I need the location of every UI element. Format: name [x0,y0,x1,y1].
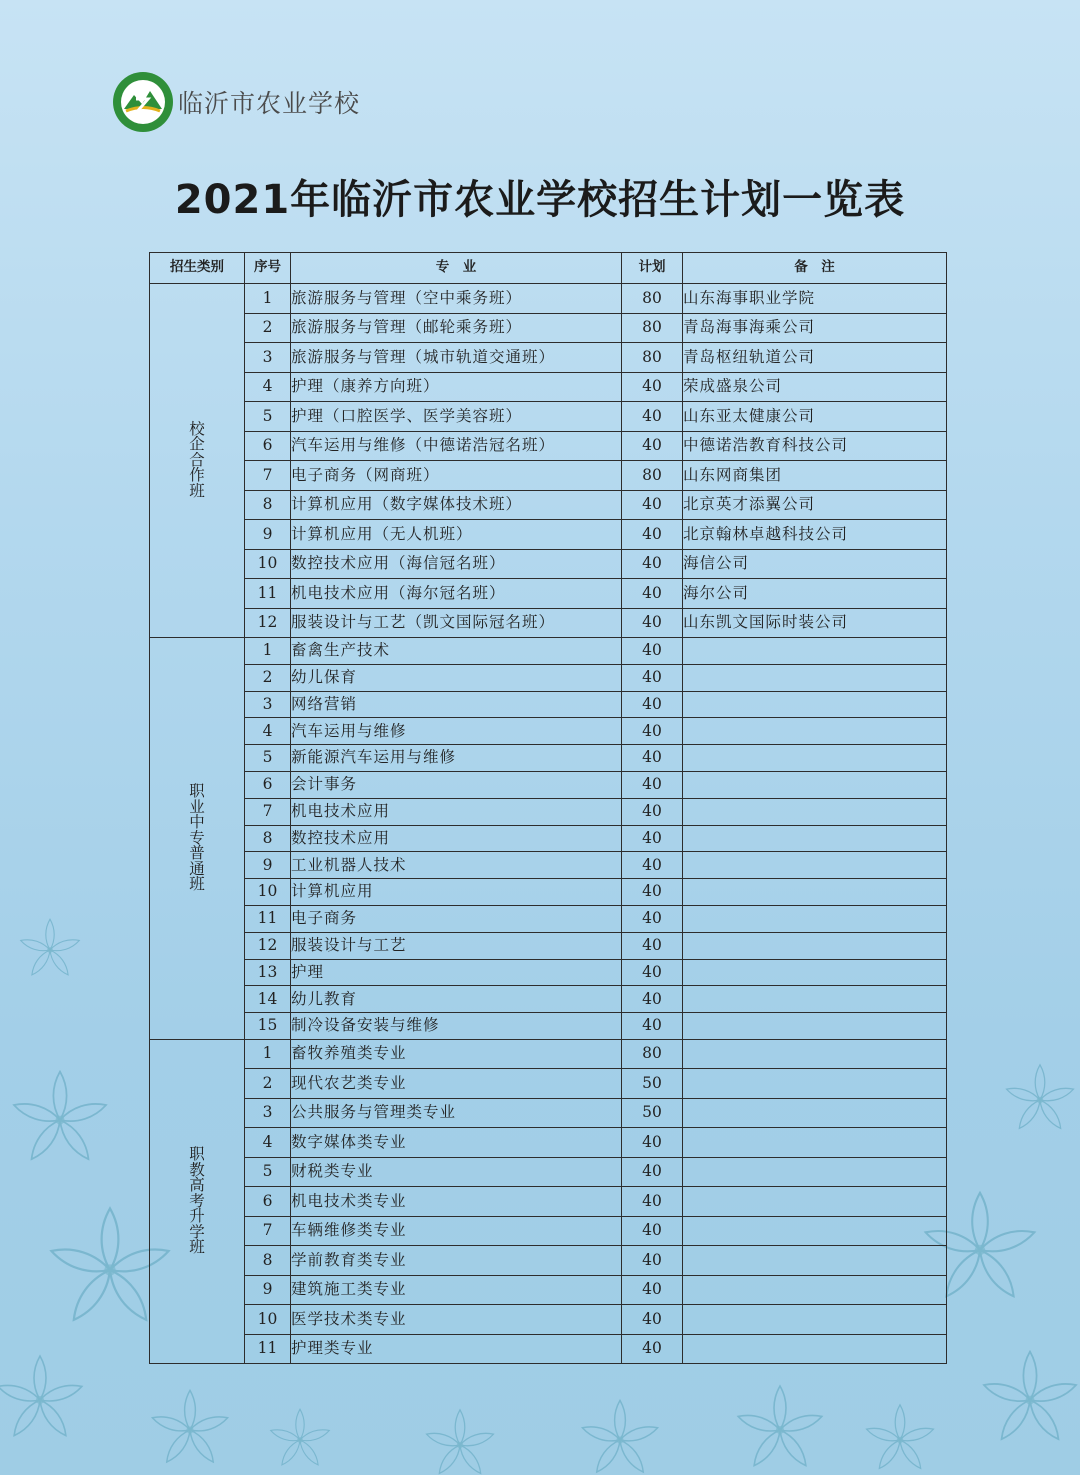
note-cell [683,638,947,665]
school-emblem-icon [112,71,174,133]
plan-cell: 40 [622,579,683,609]
major-cell: 护理类专业 [291,1334,622,1364]
seq-cell: 6 [245,771,291,798]
table-row [150,959,947,986]
table-row [150,1216,947,1246]
table-row [150,1275,947,1305]
seq-cell: 2 [245,664,291,691]
header-major: 专 业 [291,253,622,284]
major-cell: 车辆维修类专业 [291,1216,622,1246]
major-cell: 旅游服务与管理（邮轮乘务班） [291,313,622,343]
table-row [150,1246,947,1276]
table-row [150,608,947,638]
plan-cell: 80 [622,343,683,373]
seq-cell: 11 [245,905,291,932]
table-row [150,638,947,665]
major-cell: 汽车运用与维修（中德诺浩冠名班） [291,431,622,461]
header-note: 备 注 [683,253,947,284]
plan-cell: 40 [622,664,683,691]
plan-cell: 40 [622,986,683,1013]
note-cell [683,986,947,1013]
major-cell: 护理（康养方向班） [291,372,622,402]
seq-cell: 3 [245,691,291,718]
major-cell: 会计事务 [291,771,622,798]
note-cell: 山东亚太健康公司 [683,402,947,432]
seq-cell: 6 [245,431,291,461]
school-header [112,70,360,134]
plan-cell: 50 [622,1069,683,1099]
table-row [150,490,947,520]
plan-cell: 40 [622,932,683,959]
seq-cell: 10 [245,549,291,579]
seq-cell: 7 [245,1216,291,1246]
seq-cell: 5 [245,745,291,772]
seq-cell: 5 [245,1157,291,1187]
major-cell: 电子商务（网商班） [291,461,622,491]
table-row [150,1128,947,1158]
note-cell: 山东海事职业学院 [683,284,947,314]
plan-cell: 40 [622,691,683,718]
seq-cell: 6 [245,1187,291,1217]
note-cell [683,1187,947,1217]
table-row [150,1039,947,1069]
seq-cell: 12 [245,932,291,959]
seq-cell: 12 [245,608,291,638]
table-row [150,1305,947,1335]
plan-cell: 80 [622,1039,683,1069]
plan-cell: 40 [622,718,683,745]
major-cell: 现代农艺类专业 [291,1069,622,1099]
category-label: 校企合作班 [189,419,205,500]
note-cell [683,771,947,798]
table-row [150,313,947,343]
note-cell [683,905,947,932]
note-cell [683,825,947,852]
major-cell: 畜禽生产技术 [291,638,622,665]
table-row [150,905,947,932]
category-label: 职业中专普通班 [189,782,205,894]
major-cell: 数控技术应用 [291,825,622,852]
plan-cell: 40 [622,431,683,461]
table-body [150,284,947,1364]
table-row [150,343,947,373]
seq-cell: 8 [245,825,291,852]
table-row [150,1013,947,1040]
table-row [150,825,947,852]
school-name: 临沂市农业学校 [178,89,361,118]
seq-cell: 10 [245,1305,291,1335]
note-cell [683,1098,947,1128]
header-plan: 计划 [622,253,683,284]
table-row [150,1098,947,1128]
table-row [150,1187,947,1217]
plan-cell: 40 [622,372,683,402]
note-cell [683,879,947,906]
plan-cell: 40 [622,1187,683,1217]
seq-cell: 8 [245,1246,291,1276]
major-cell: 医学技术类专业 [291,1305,622,1335]
major-cell: 畜牧养殖类专业 [291,1039,622,1069]
major-cell: 计算机应用（数字媒体技术班） [291,490,622,520]
note-cell [683,1069,947,1099]
note-cell [683,745,947,772]
plan-cell: 80 [622,284,683,314]
seq-cell: 5 [245,402,291,432]
table-row [150,402,947,432]
major-cell: 机电技术应用（海尔冠名班） [291,579,622,609]
table-row [150,579,947,609]
note-cell [683,798,947,825]
seq-cell: 2 [245,1069,291,1099]
major-cell: 服装设计与工艺 [291,932,622,959]
plan-cell: 40 [622,745,683,772]
plan-cell: 40 [622,549,683,579]
note-cell [683,1334,947,1364]
seq-cell: 11 [245,579,291,609]
seq-cell: 11 [245,1334,291,1364]
seq-cell: 15 [245,1013,291,1040]
note-cell [683,1157,947,1187]
major-cell: 护理（口腔医学、医学美容班） [291,402,622,432]
table-row [150,461,947,491]
plan-cell: 40 [622,905,683,932]
seq-cell: 4 [245,372,291,402]
table-row [150,986,947,1013]
major-cell: 公共服务与管理类专业 [291,1098,622,1128]
note-cell [683,1128,947,1158]
note-cell [683,1305,947,1335]
enrollment-plan-table [149,252,947,1364]
plan-cell: 40 [622,1305,683,1335]
seq-cell: 1 [245,638,291,665]
plan-cell: 40 [622,608,683,638]
plan-cell: 40 [622,1246,683,1276]
plan-cell: 40 [622,402,683,432]
page-title: 2021年临沂市农业学校招生计划一览表 [174,177,906,223]
seq-cell: 7 [245,461,291,491]
table-row [150,852,947,879]
plan-cell: 40 [622,490,683,520]
major-cell: 数控技术应用（海信冠名班） [291,549,622,579]
note-cell: 海信公司 [683,549,947,579]
seq-cell: 8 [245,490,291,520]
major-cell: 计算机应用（无人机班） [291,520,622,550]
table-row [150,284,947,314]
note-cell: 北京翰林卓越科技公司 [683,520,947,550]
table-row [150,372,947,402]
table-row [150,798,947,825]
seq-cell: 13 [245,959,291,986]
note-cell: 青岛枢纽轨道公司 [683,343,947,373]
category-cell [150,284,245,638]
note-cell: 青岛海事海乘公司 [683,313,947,343]
major-cell: 护理 [291,959,622,986]
plan-cell: 40 [622,1157,683,1187]
major-cell: 工业机器人技术 [291,852,622,879]
major-cell: 财税类专业 [291,1157,622,1187]
plan-cell: 80 [622,461,683,491]
plan-cell: 40 [622,852,683,879]
plan-cell: 80 [622,313,683,343]
note-cell [683,1246,947,1276]
note-cell [683,959,947,986]
note-cell [683,1039,947,1069]
category-cell [150,1039,245,1364]
note-cell [683,1013,947,1040]
major-cell: 新能源汽车运用与维修 [291,745,622,772]
major-cell: 幼儿保育 [291,664,622,691]
note-cell: 山东凯文国际时装公司 [683,608,947,638]
note-cell [683,1275,947,1305]
major-cell: 学前教育类专业 [291,1246,622,1276]
major-cell: 数字媒体类专业 [291,1128,622,1158]
major-cell: 制冷设备安装与维修 [291,1013,622,1040]
plan-cell: 40 [622,520,683,550]
plan-cell: 40 [622,825,683,852]
major-cell: 幼儿教育 [291,986,622,1013]
major-cell: 建筑施工类专业 [291,1275,622,1305]
note-cell: 山东网商集团 [683,461,947,491]
major-cell: 汽车运用与维修 [291,718,622,745]
plan-cell: 50 [622,1098,683,1128]
note-cell: 中德诺浩教育科技公司 [683,431,947,461]
seq-cell: 7 [245,798,291,825]
note-cell [683,1216,947,1246]
plan-cell: 40 [622,1216,683,1246]
note-cell [683,691,947,718]
seq-cell: 9 [245,520,291,550]
table-row [150,1069,947,1099]
plan-cell: 40 [622,879,683,906]
note-cell: 北京英才添翼公司 [683,490,947,520]
plan-cell: 40 [622,638,683,665]
plan-cell: 40 [622,1275,683,1305]
table-row [150,549,947,579]
note-cell [683,852,947,879]
seq-cell: 2 [245,313,291,343]
table-header-row [150,253,947,284]
seq-cell: 1 [245,284,291,314]
table-row [150,745,947,772]
major-cell: 计算机应用 [291,879,622,906]
note-cell [683,718,947,745]
note-cell [683,932,947,959]
table-row [150,1157,947,1187]
major-cell: 电子商务 [291,905,622,932]
seq-cell: 10 [245,879,291,906]
plan-cell: 40 [622,798,683,825]
plan-cell: 40 [622,1013,683,1040]
major-cell: 网络营销 [291,691,622,718]
table-row [150,1334,947,1364]
table-row [150,664,947,691]
seq-cell: 1 [245,1039,291,1069]
table-row [150,879,947,906]
category-cell [150,638,245,1040]
table-row [150,718,947,745]
table-row [150,691,947,718]
header-seq: 序号 [245,253,291,284]
seq-cell: 3 [245,1098,291,1128]
major-cell: 旅游服务与管理（空中乘务班） [291,284,622,314]
seq-cell: 9 [245,1275,291,1305]
table-row [150,932,947,959]
note-cell [683,664,947,691]
major-cell: 机电技术应用 [291,798,622,825]
major-cell: 机电技术类专业 [291,1187,622,1217]
seq-cell: 14 [245,986,291,1013]
note-cell: 海尔公司 [683,579,947,609]
major-cell: 旅游服务与管理（城市轨道交通班） [291,343,622,373]
plan-cell: 40 [622,959,683,986]
plan-cell: 40 [622,1334,683,1364]
seq-cell: 4 [245,1128,291,1158]
category-label: 职教高考升学班 [189,1145,205,1257]
table-row [150,771,947,798]
seq-cell: 4 [245,718,291,745]
plan-cell: 40 [622,1128,683,1158]
plan-cell: 40 [622,771,683,798]
table-row [150,520,947,550]
seq-cell: 9 [245,852,291,879]
header-category: 招生类别 [150,253,245,284]
major-cell: 服装设计与工艺（凯文国际冠名班） [291,608,622,638]
note-cell: 荣成盛泉公司 [683,372,947,402]
seq-cell: 3 [245,343,291,373]
table-row [150,431,947,461]
